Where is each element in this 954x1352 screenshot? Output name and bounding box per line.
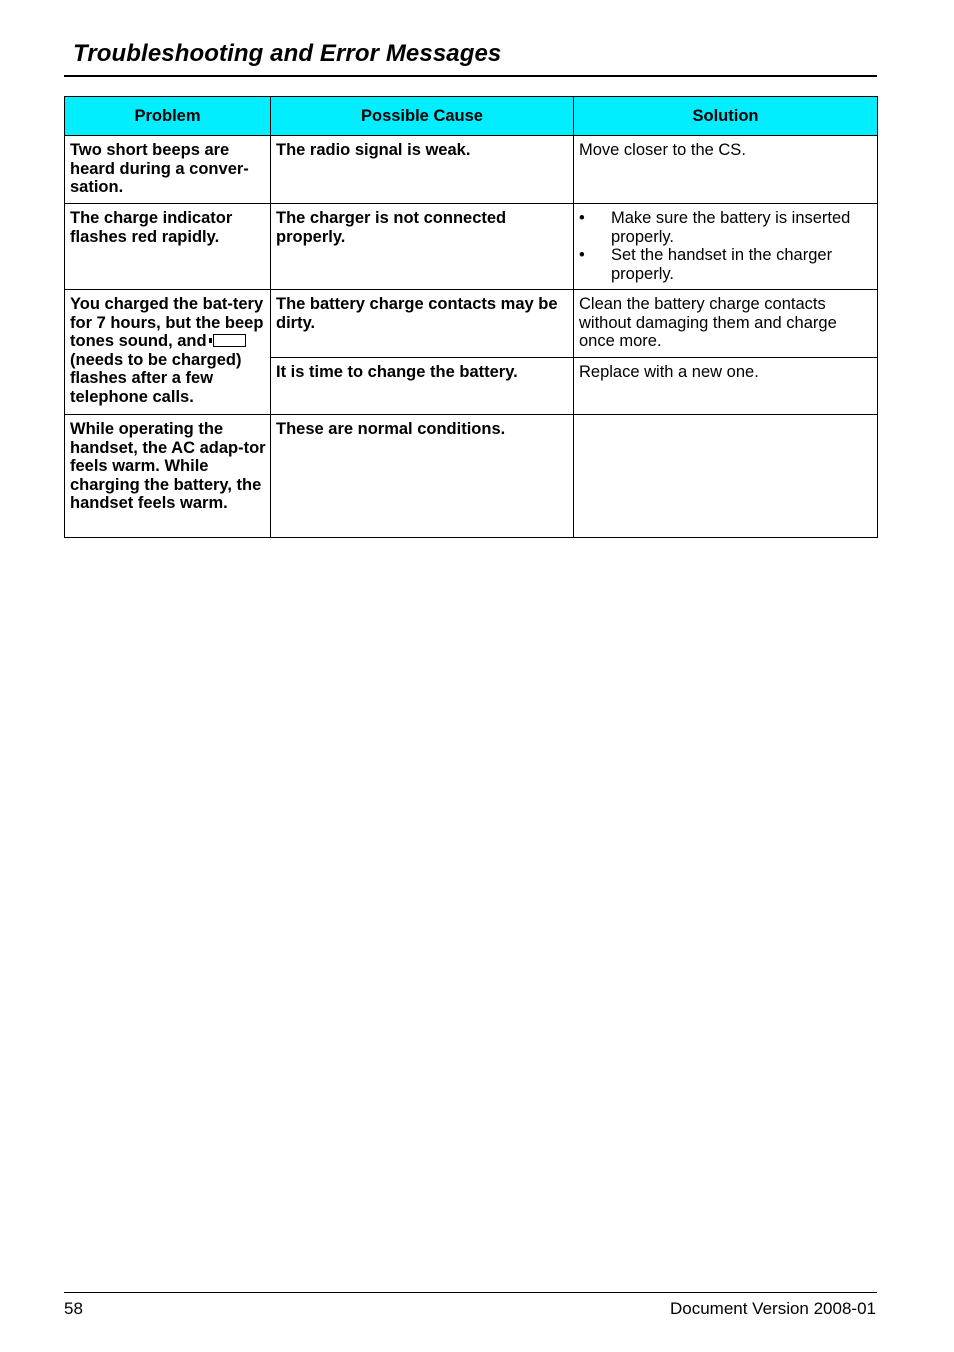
column-header-possible-cause: Possible Cause (271, 97, 574, 136)
table-row (65, 136, 878, 204)
solution-cell (574, 204, 878, 290)
solution-cell: Clean the battery charge contacts without damaging them and charge once more. (574, 290, 878, 358)
battery-empty-icon (213, 334, 246, 347)
solution-bullet-item (579, 209, 873, 246)
troubleshooting-table (64, 96, 878, 538)
page-number: 58 (64, 1299, 83, 1318)
solution-cell: Move closer to the CS. (574, 136, 878, 204)
problem-text-part: You charged the bat-tery for 7 hours, but the beep tones sound, and (70, 295, 264, 350)
table-row (65, 290, 878, 358)
column-header-problem: Problem (65, 97, 271, 136)
bullet-marker: • (579, 246, 585, 264)
solution-bullet-item (579, 246, 873, 283)
solution-cell: Replace with a new one. (574, 358, 878, 415)
table-row (65, 204, 878, 290)
problem-text-part: (needs to be charged) flashes after a few telephone calls. (70, 350, 242, 406)
cause-cell: The radio signal is weak. (271, 136, 574, 204)
solution-bullet-text: Make sure the battery is inserted properly. (611, 209, 851, 246)
solution-bullet-list (579, 209, 873, 283)
solution-bullet-text: Set the handset in the charger properly. (611, 246, 833, 283)
table-header-row (65, 97, 878, 136)
title-divider (64, 75, 877, 77)
problem-cell: While operating the handset, the AC adap-tor feels warm. While charging the battery, the handset feels warm. (65, 415, 271, 538)
table-row (65, 415, 878, 538)
footer-divider (64, 1292, 877, 1293)
cause-cell: The charger is not connected properly. (271, 204, 574, 290)
cause-cell: The battery charge contacts may be dirty. (271, 290, 574, 358)
page-title: Troubleshooting and Error Messages (73, 40, 502, 67)
document-version: Document Version 2008-01 (669, 1299, 876, 1318)
problem-cell: Two short beeps are heard during a conver-sation. (65, 136, 271, 204)
bullet-marker: • (579, 209, 585, 227)
problem-cell: The charge indicator flashes red rapidly. (65, 204, 271, 290)
cause-cell: It is time to change the battery. (271, 358, 574, 415)
cause-cell: These are normal conditions. (271, 415, 574, 538)
column-header-solution: Solution (574, 97, 878, 136)
solution-cell (574, 415, 878, 538)
problem-cell (65, 290, 271, 415)
